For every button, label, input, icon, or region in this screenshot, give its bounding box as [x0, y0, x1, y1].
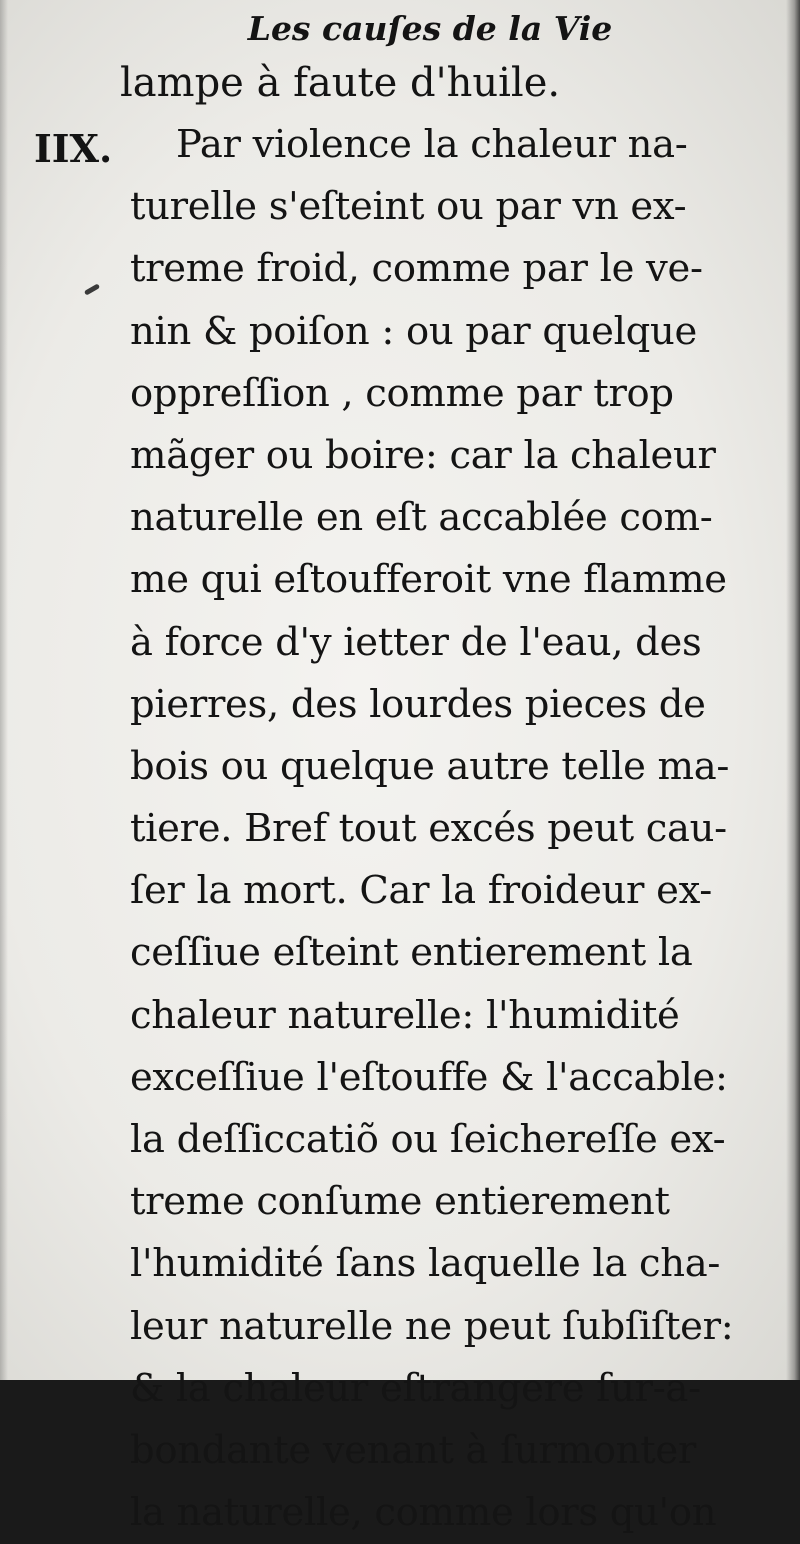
text-line: ceſſiue eſteint entierement la: [130, 930, 693, 976]
section-number: IIX.: [34, 126, 113, 171]
text-line: l'humidité ſans laquelle la cha-: [130, 1241, 721, 1287]
text-line: bois ou quelque autre telle ma-: [130, 743, 730, 789]
text-line: turelle s'eſteint ou par vn ex-: [130, 184, 687, 230]
page-shadow-left: [0, 0, 8, 1380]
text-line: à force d'y ietter de l'eau, des: [130, 619, 702, 665]
text-line: me qui eſtoufferoit vne flamme: [130, 557, 727, 603]
text-line: Par violence la chaleur na-: [176, 122, 688, 167]
text-line: oppreſſion , comme par trop: [130, 370, 674, 416]
text-line: mãger ou boire: car la chaleur: [130, 432, 716, 478]
continuation-line: lampe à faute d'huile.: [120, 60, 561, 106]
text-line: chaleur naturelle: l'humidité: [130, 992, 680, 1038]
text-line: bondante venant à ſurmonter: [130, 1427, 696, 1473]
text-line: naturelle en eſt accablée com-: [130, 495, 713, 541]
running-head: Les cauſes de la Vie: [247, 9, 613, 48]
text-line: la deſſiccatiõ ou ſeichereſſe ex-: [130, 1117, 726, 1162]
ink-mark: [84, 283, 100, 295]
text-line: treme froid, comme par le ve-: [130, 246, 703, 292]
text-line: & la chaleur eſtrangere ſur-a-: [130, 1365, 701, 1411]
text-line: leur naturelle ne peut ſubſiſter:: [130, 1303, 734, 1349]
text-line: la naturelle, comme lors qu'on: [130, 1490, 717, 1536]
text-line: pierres, des lourdes pieces de: [130, 681, 706, 727]
page-shadow-right: [786, 0, 800, 1380]
text-line: exceſſiue l'eſtouffe & l'accable:: [130, 1054, 728, 1100]
text-line: nin & poiſon : ou par quelque: [130, 308, 697, 354]
text-line: ſer la mort. Car la froideur ex-: [130, 868, 713, 914]
paragraph-text: [130, 114, 750, 1544]
text-line: treme conſume entierement: [130, 1179, 670, 1225]
text-line: tiere. Bref tout excés peut cau-: [130, 806, 727, 852]
